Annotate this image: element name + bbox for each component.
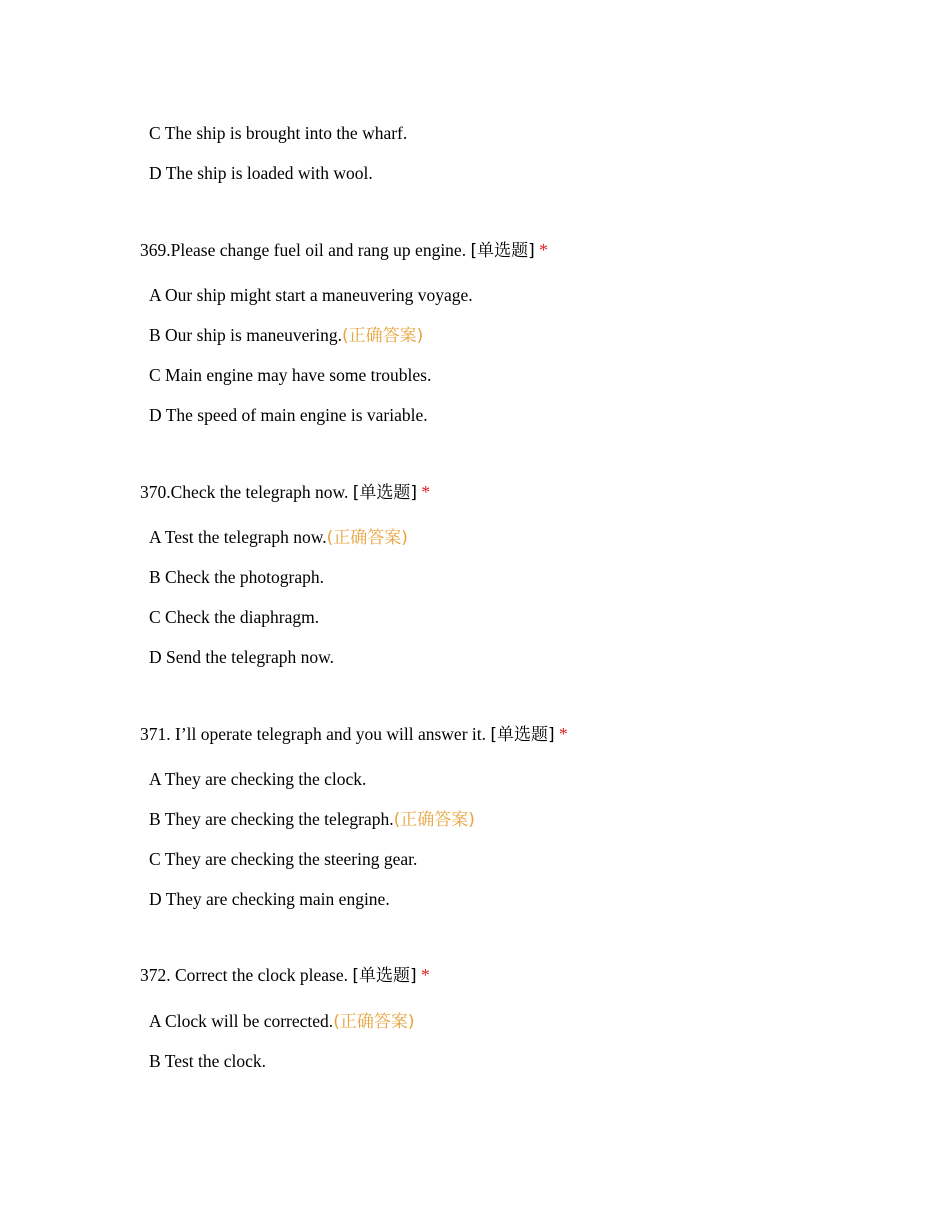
option-item [149, 364, 431, 386]
option-item [149, 768, 366, 790]
question-title [140, 239, 548, 262]
option-text: C Check the diaphragm. [149, 607, 320, 627]
option-item [149, 808, 475, 831]
required-star: * [421, 482, 431, 502]
option-item [149, 404, 428, 426]
question-title [140, 723, 568, 746]
question-type-tag: [单选题] [470, 241, 535, 261]
option-item [149, 284, 473, 306]
question-text: 369.Please change fuel oil and rang up engine. [140, 240, 467, 260]
option-text: C The ship is brought into the wharf. [149, 123, 408, 143]
required-star: * [539, 240, 548, 260]
option-text: B They are checking the telegraph. [149, 809, 394, 829]
correct-answer-marker: (正确答案) [333, 1012, 415, 1032]
correct-answer-marker: (正确答案) [393, 810, 475, 830]
option-item [149, 1050, 266, 1072]
option-text: D They are checking main engine. [149, 889, 390, 909]
correct-answer-marker: (正确答案) [326, 528, 408, 548]
option-text: A Our ship might start a maneuvering voyage. [149, 285, 473, 305]
question-text: 371. I’ll operate telegraph and you will answer it. [140, 724, 487, 744]
option-item [149, 566, 324, 588]
option-item [149, 122, 407, 144]
question-type-tag: [单选题] [490, 725, 555, 745]
question-title [140, 481, 430, 504]
option-item [149, 526, 408, 549]
question-text: 370.Check the telegraph now. [140, 482, 349, 502]
option-text: B Check the photograph. [149, 567, 324, 587]
option-text: C They are checking the steering gear. [149, 849, 418, 869]
option-text: B Our ship is maneuvering. [149, 325, 342, 345]
option-item [149, 646, 334, 668]
option-item [149, 162, 373, 184]
option-item [149, 888, 390, 910]
option-text: A Clock will be corrected. [149, 1011, 334, 1031]
correct-answer-marker: (正确答案) [341, 326, 424, 346]
option-text: A They are checking the clock. [149, 769, 367, 789]
option-text: D The ship is loaded with wool. [149, 163, 373, 183]
option-item [149, 848, 417, 870]
question-type-tag: [单选题] [352, 483, 417, 503]
option-text: A Test the telegraph now. [149, 527, 327, 547]
question-text: 372. Correct the clock please. [140, 965, 348, 985]
question-title [140, 964, 430, 987]
required-star: * [559, 724, 568, 744]
option-item [149, 1010, 414, 1033]
required-star: * [421, 965, 430, 985]
option-item [149, 324, 423, 347]
question-type-tag: [单选题] [352, 966, 417, 986]
option-text: D Send the telegraph now. [149, 647, 334, 667]
option-item [149, 606, 319, 628]
option-text: C Main engine may have some troubles. [149, 365, 432, 385]
option-text: B Test the clock. [149, 1051, 267, 1071]
option-text: D The speed of main engine is variable. [149, 405, 428, 425]
